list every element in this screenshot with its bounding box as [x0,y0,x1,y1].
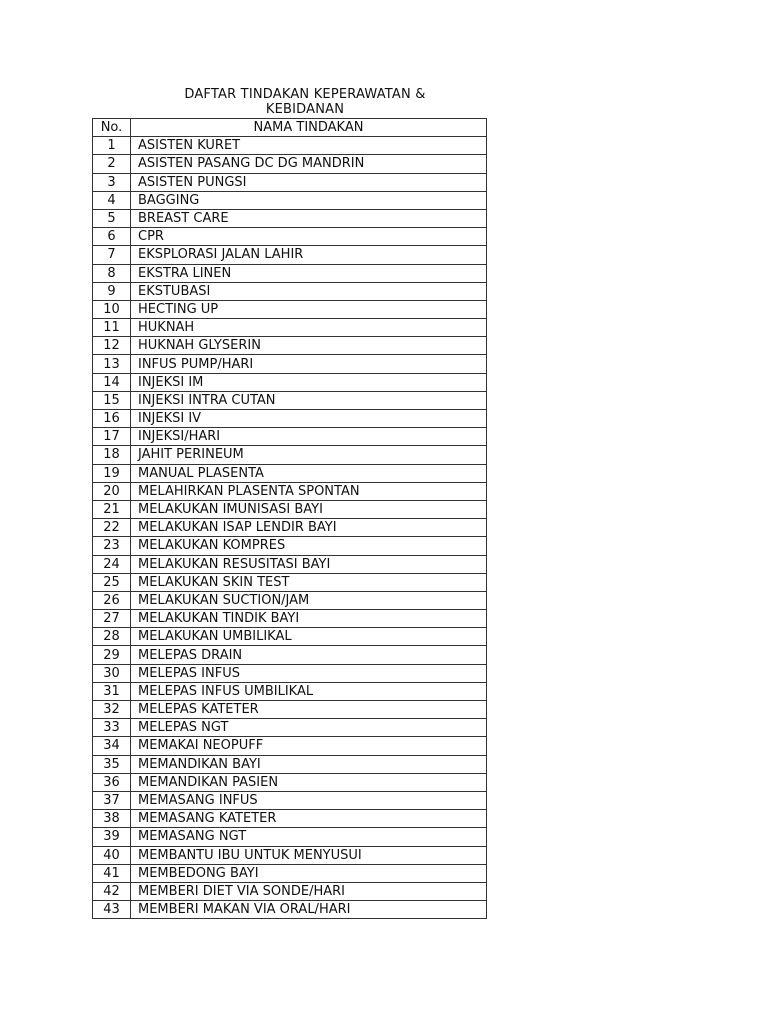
row-number: 27 [93,610,131,628]
procedure-name: MEMBANTU IBU UNTUK MENYUSUI [131,846,487,864]
procedure-name: MELEPAS KATETER [131,701,487,719]
procedure-name: MEMASANG INFUS [131,791,487,809]
table-row [93,209,487,227]
row-number: 42 [93,882,131,900]
table-row [93,719,487,737]
procedure-name: JAHIT PERINEUM [131,446,487,464]
row-number: 35 [93,755,131,773]
table-header-row [93,119,487,137]
row-number: 36 [93,773,131,791]
table-row [93,355,487,373]
procedure-name: HECTING UP [131,300,487,318]
row-number: 38 [93,810,131,828]
row-number: 29 [93,646,131,664]
row-number: 25 [93,573,131,591]
row-number: 16 [93,410,131,428]
row-number: 2 [93,155,131,173]
table-row [93,391,487,409]
table-row [93,791,487,809]
procedure-name: MEMASANG KATETER [131,810,487,828]
procedure-name: CPR [131,228,487,246]
procedure-name: MELAKUKAN ISAP LENDIR BAYI [131,519,487,537]
row-number: 19 [93,464,131,482]
row-number: 13 [93,355,131,373]
procedure-name: MEMBERI DIET VIA SONDE/HARI [131,882,487,900]
procedure-name: ASISTEN PUNGSI [131,173,487,191]
table-row [93,755,487,773]
table-row [93,591,487,609]
row-number: 30 [93,664,131,682]
row-number: 17 [93,428,131,446]
table-row [93,519,487,537]
row-number: 18 [93,446,131,464]
page-title-line-1: DAFTAR TINDAKAN KEPERAWATAN & [184,87,426,102]
table-row [93,810,487,828]
table-row [93,464,487,482]
row-number: 40 [93,846,131,864]
row-number: 20 [93,482,131,500]
table-body [93,137,487,919]
table-row [93,446,487,464]
row-number: 41 [93,864,131,882]
row-number: 11 [93,319,131,337]
row-number: 6 [93,228,131,246]
procedure-name: BAGGING [131,191,487,209]
row-number: 12 [93,337,131,355]
header-name: NAMA TINDAKAN [131,119,487,137]
table-row [93,628,487,646]
table-row [93,682,487,700]
table-row [93,773,487,791]
procedure-name: MELEPAS INFUS UMBILIKAL [131,682,487,700]
table-row [93,664,487,682]
row-number: 9 [93,282,131,300]
table-row [93,882,487,900]
table-row [93,701,487,719]
table-row [93,555,487,573]
table-row [93,137,487,155]
procedure-name: MEMANDIKAN BAYI [131,755,487,773]
table-row [93,500,487,518]
page-title [130,87,480,117]
procedure-name: MEMANDIKAN PASIEN [131,773,487,791]
procedure-name: MELAKUKAN TINDIK BAYI [131,610,487,628]
procedure-name: MELEPAS INFUS [131,664,487,682]
table-row [93,646,487,664]
row-number: 14 [93,373,131,391]
table-row [93,337,487,355]
table-row [93,573,487,591]
row-number: 26 [93,591,131,609]
procedure-name: INJEKSI IV [131,410,487,428]
row-number: 31 [93,682,131,700]
table-row [93,319,487,337]
procedure-name: ASISTEN KURET [131,137,487,155]
table-row [93,264,487,282]
row-number: 21 [93,500,131,518]
page-title-line-2: KEBIDANAN [265,102,345,117]
procedure-name: MEMASANG NGT [131,828,487,846]
row-number: 10 [93,300,131,318]
procedure-table [92,118,487,919]
procedure-name: INFUS PUMP/HARI [131,355,487,373]
row-number: 1 [93,137,131,155]
procedure-name: MELEPAS NGT [131,719,487,737]
row-number: 32 [93,701,131,719]
procedure-name: EKSPLORASI JALAN LAHIR [131,246,487,264]
row-number: 3 [93,173,131,191]
table-row [93,537,487,555]
row-number: 23 [93,537,131,555]
table-row [93,155,487,173]
procedure-name: MEMAKAI NEOPUFF [131,737,487,755]
row-number: 28 [93,628,131,646]
table-row [93,610,487,628]
row-number: 43 [93,901,131,919]
row-number: 24 [93,555,131,573]
header-no: No. [93,119,131,137]
row-number: 15 [93,391,131,409]
table-row [93,373,487,391]
procedure-name: INJEKSI INTRA CUTAN [131,391,487,409]
row-number: 22 [93,519,131,537]
row-number: 8 [93,264,131,282]
procedure-name: ASISTEN PASANG DC DG MANDRIN [131,155,487,173]
procedure-name: MELAKUKAN SUCTION/JAM [131,591,487,609]
table-row [93,191,487,209]
procedure-name: MEMBERI MAKAN VIA ORAL/HARI [131,901,487,919]
procedure-name: INJEKSI IM [131,373,487,391]
procedure-name: MANUAL PLASENTA [131,464,487,482]
row-number: 5 [93,209,131,227]
row-number: 33 [93,719,131,737]
table-row [93,737,487,755]
procedure-name: MELAHIRKAN PLASENTA SPONTAN [131,482,487,500]
table-row [93,428,487,446]
table-row [93,846,487,864]
procedure-name: EKSTUBASI [131,282,487,300]
row-number: 7 [93,246,131,264]
procedure-name: MELAKUKAN SKIN TEST [131,573,487,591]
table-row [93,300,487,318]
procedure-name: MELAKUKAN RESUSITASI BAYI [131,555,487,573]
procedure-name: INJEKSI/HARI [131,428,487,446]
table-row [93,828,487,846]
table-row [93,228,487,246]
table-row [93,901,487,919]
row-number: 39 [93,828,131,846]
procedure-name: MEMBEDONG BAYI [131,864,487,882]
table-row [93,282,487,300]
table-row [93,173,487,191]
table-row [93,864,487,882]
procedure-name: MELEPAS DRAIN [131,646,487,664]
row-number: 34 [93,737,131,755]
procedure-name: BREAST CARE [131,209,487,227]
procedure-name: EKSTRA LINEN [131,264,487,282]
table-row [93,246,487,264]
procedure-name: MELAKUKAN IMUNISASI BAYI [131,500,487,518]
procedure-name: HUKNAH [131,319,487,337]
row-number: 4 [93,191,131,209]
table-row [93,482,487,500]
procedure-name: HUKNAH GLYSERIN [131,337,487,355]
row-number: 37 [93,791,131,809]
procedure-name: MELAKUKAN UMBILIKAL [131,628,487,646]
procedure-name: MELAKUKAN KOMPRES [131,537,487,555]
table-row [93,410,487,428]
